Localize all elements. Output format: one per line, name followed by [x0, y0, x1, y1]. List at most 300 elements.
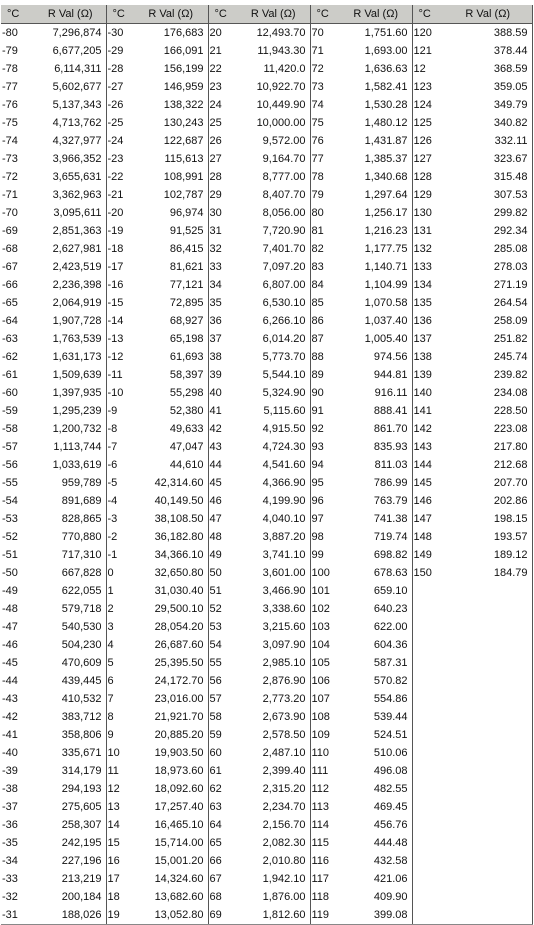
temperature-cell: 10 — [107, 747, 120, 759]
resistance-cell: 786.99 — [340, 474, 412, 492]
resistance-cell: 1,636.63 — [340, 60, 412, 78]
resistance-cell: 504,230 — [35, 636, 106, 654]
table-row — [1, 384, 532, 402]
resistance-cell — [444, 708, 532, 726]
temperature-cell: 101 — [311, 585, 330, 597]
resistance-cell: 275,605 — [35, 798, 106, 816]
table-row — [1, 510, 532, 528]
temperature-cell: 96 — [311, 495, 324, 507]
resistance-cell: 4,915.50 — [237, 420, 310, 438]
resistance-cell: 42,314.60 — [134, 474, 208, 492]
resistance-cell: 698.82 — [340, 546, 412, 564]
table-row — [1, 564, 532, 582]
resistance-cell: 1,070.58 — [340, 294, 412, 312]
table-row — [1, 726, 532, 744]
temperature-cell: 131 — [413, 225, 432, 237]
temperature-cell: 65 — [209, 837, 222, 849]
resistance-cell: 444.48 — [340, 834, 412, 852]
temperature-cell: -21 — [107, 189, 124, 201]
resistance-cell — [444, 690, 532, 708]
resistance-cell: 166,091 — [134, 42, 208, 60]
resistance-cell: 3,362,963 — [35, 186, 106, 204]
resistance-cell: 213,219 — [35, 870, 106, 888]
temperature-cell: -18 — [107, 243, 124, 255]
resistance-cell: 4,366.90 — [237, 474, 310, 492]
resistance-cell: 763.79 — [340, 492, 412, 510]
temperature-cell: 77 — [311, 153, 324, 165]
table-row — [1, 438, 532, 456]
resistance-cell: 36,182.80 — [134, 528, 208, 546]
temperature-cell: 109 — [311, 729, 330, 741]
table-row — [1, 690, 532, 708]
temperature-cell: 40 — [209, 387, 222, 399]
table-row — [1, 744, 532, 762]
resistance-cell — [444, 780, 532, 798]
temperature-cell: 24 — [209, 99, 222, 111]
temperature-cell: 105 — [311, 657, 330, 669]
resistance-cell: 108,991 — [134, 168, 208, 186]
temperature-cell: 75 — [311, 117, 324, 129]
resistance-cell: 13,682.60 — [134, 888, 208, 906]
resistance-header: R Val (Ω) — [340, 5, 412, 24]
resistance-cell: 1,256.17 — [340, 204, 412, 222]
temperature-cell: -55 — [2, 477, 18, 489]
temperature-cell: -68 — [2, 243, 18, 255]
temperature-cell: 72 — [311, 63, 324, 75]
resistance-cell: 496.08 — [340, 762, 412, 780]
temperature-cell: -72 — [2, 171, 18, 183]
resistance-cell: 579,718 — [35, 600, 106, 618]
temperature-cell: 120 — [413, 27, 432, 39]
resistance-cell: 18,092.60 — [134, 780, 208, 798]
temperature-cell: -57 — [2, 441, 18, 453]
temperature-cell: 93 — [311, 441, 324, 453]
temperature-cell: -78 — [2, 63, 18, 75]
table-row — [1, 798, 532, 816]
temperature-cell: -35 — [2, 837, 18, 849]
temperature-cell: -23 — [107, 153, 124, 165]
temperature-cell: -9 — [107, 405, 118, 417]
temperature-cell: -42 — [2, 711, 18, 723]
resistance-cell — [444, 618, 532, 636]
resistance-cell: 16,465.10 — [134, 816, 208, 834]
temperature-cell: 88 — [311, 351, 324, 363]
temperature-cell: 4 — [107, 639, 114, 651]
table-row — [1, 654, 532, 672]
temp-header: °C — [208, 5, 237, 24]
temperature-cell — [412, 582, 444, 600]
temperature-cell — [412, 816, 444, 834]
temperature-cell: 61 — [209, 765, 222, 777]
temperature-cell: 108 — [311, 711, 330, 723]
resistance-cell: 6,677,205 — [35, 42, 106, 60]
resistance-cell: 15,714.00 — [134, 834, 208, 852]
resistance-cell: 3,655,631 — [35, 168, 106, 186]
temperature-cell: 19 — [106, 906, 134, 925]
temperature-cell: 102 — [311, 603, 330, 615]
temperature-cell: -40 — [2, 747, 18, 759]
resistance-cell: 3,215.60 — [237, 618, 310, 636]
temperature-cell: 137 — [413, 333, 432, 345]
temperature-cell — [412, 870, 444, 888]
table-row — [1, 366, 532, 384]
temperature-cell: -34 — [2, 855, 18, 867]
resistance-cell — [444, 582, 532, 600]
resistance-cell: 1,297.64 — [340, 186, 412, 204]
temperature-cell: -65 — [2, 297, 18, 309]
temperature-cell: 81 — [311, 225, 324, 237]
resistance-cell: 1,631,173 — [35, 348, 106, 366]
temperature-cell: -51 — [2, 549, 18, 561]
temperature-cell: 48 — [209, 531, 222, 543]
temperature-cell: 97 — [311, 513, 324, 525]
table-row — [1, 528, 532, 546]
temperature-cell: 95 — [311, 477, 324, 489]
resistance-cell: 7,720.90 — [237, 222, 310, 240]
resistance-cell: 570.82 — [340, 672, 412, 690]
table-row — [1, 240, 532, 258]
table-row — [1, 276, 532, 294]
resistance-cell: 264.54 — [444, 294, 532, 312]
temperature-cell: 58 — [209, 711, 222, 723]
temperature-cell: -25 — [107, 117, 124, 129]
resistance-cell: 717,310 — [35, 546, 106, 564]
resistance-cell: 323.67 — [444, 150, 532, 168]
temp-header: °C — [1, 5, 35, 24]
resistance-cell: 770,880 — [35, 528, 106, 546]
resistance-cell: 2,876.90 — [237, 672, 310, 690]
table-row — [1, 402, 532, 420]
table-row — [1, 258, 532, 276]
temperature-cell: 129 — [413, 189, 432, 201]
resistance-cell: 835.93 — [340, 438, 412, 456]
temperature-cell: 103 — [311, 621, 330, 633]
table-row — [1, 780, 532, 798]
resistance-cell: 554.86 — [340, 690, 412, 708]
temperature-cell: -36 — [2, 819, 18, 831]
resistance-cell: 667,828 — [35, 564, 106, 582]
temperature-cell: 29 — [209, 189, 222, 201]
resistance-cell: 227,196 — [35, 852, 106, 870]
temperature-cell — [412, 726, 444, 744]
temperature-cell: -46 — [2, 639, 18, 651]
resistance-cell: 285.08 — [444, 240, 532, 258]
temp-header: °C — [412, 5, 444, 24]
resistance-cell: 189.12 — [444, 546, 532, 564]
resistance-cell: 5,137,343 — [35, 96, 106, 114]
resistance-cell: 34,366.10 — [134, 546, 208, 564]
temp-header: °C — [310, 5, 340, 24]
temperature-cell: -63 — [2, 333, 18, 345]
resistance-cell: 1,140.71 — [340, 258, 412, 276]
resistance-cell: 58,397 — [134, 366, 208, 384]
resistance-cell: 11,943.30 — [237, 42, 310, 60]
resistance-cell: 640.23 — [340, 600, 412, 618]
resistance-cell: 25,395.50 — [134, 654, 208, 672]
temperature-cell: -64 — [2, 315, 18, 327]
resistance-cell: 378.44 — [444, 42, 532, 60]
temperature-cell: -59 — [2, 405, 18, 417]
resistance-cell: 470,609 — [35, 654, 106, 672]
temperature-cell — [412, 852, 444, 870]
temperature-cell — [412, 708, 444, 726]
temperature-cell: 60 — [209, 747, 222, 759]
temperature-cell: 2 — [107, 603, 114, 615]
resistance-cell: 28,054.20 — [134, 618, 208, 636]
resistance-cell: 2,064,919 — [35, 294, 106, 312]
temperature-cell: 12 — [107, 783, 120, 795]
temperature-cell — [412, 906, 444, 925]
temperature-cell: 62 — [209, 783, 222, 795]
temperature-cell: 133 — [413, 261, 432, 273]
temperature-cell: 126 — [413, 135, 432, 147]
temperature-cell: 123 — [413, 81, 432, 93]
temperature-cell: -75 — [2, 117, 18, 129]
resistance-cell: 719.74 — [340, 528, 412, 546]
temperature-cell: -45 — [2, 657, 18, 669]
temperature-cell: 20 — [209, 27, 222, 39]
resistance-cell: 258.09 — [444, 312, 532, 330]
resistance-cell: 2,851,363 — [35, 222, 106, 240]
temperature-cell: 28 — [209, 171, 222, 183]
resistance-cell: 469.45 — [340, 798, 412, 816]
temperature-cell: 114 — [311, 819, 330, 831]
resistance-cell: 3,095,611 — [35, 204, 106, 222]
temperature-cell: -6 — [107, 459, 118, 471]
temperature-cell: 49 — [209, 549, 222, 561]
temperature-cell: 26 — [209, 135, 222, 147]
resistance-cell — [444, 600, 532, 618]
temperature-cell: 36 — [209, 315, 222, 327]
table-row — [1, 96, 532, 114]
resistance-cell: 12,493.70 — [237, 24, 310, 43]
table-row — [1, 168, 532, 186]
resistance-cell: 1,751.60 — [340, 24, 412, 43]
table-row — [1, 474, 532, 492]
temperature-cell: 92 — [311, 423, 324, 435]
temperature-cell: 45 — [209, 477, 222, 489]
resistance-cell: 2,627,981 — [35, 240, 106, 258]
resistance-cell: 3,097.90 — [237, 636, 310, 654]
resistance-cell: 14,324.60 — [134, 870, 208, 888]
resistance-cell — [444, 870, 532, 888]
resistance-cell: 3,741.10 — [237, 546, 310, 564]
temperature-cell: -28 — [107, 63, 124, 75]
table-row — [1, 546, 532, 564]
resistance-header: R Val (Ω) — [134, 5, 208, 24]
temperature-cell: 146 — [413, 495, 432, 507]
temperature-cell: 117 — [311, 873, 330, 885]
temperature-cell: 35 — [209, 297, 222, 309]
resistance-cell — [444, 852, 532, 870]
resistance-cell: 1,295,239 — [35, 402, 106, 420]
temperature-cell: -67 — [2, 261, 18, 273]
temperature-cell: 59 — [209, 729, 222, 741]
resistance-cell: 278.03 — [444, 258, 532, 276]
resistance-cell: 4,327,977 — [35, 132, 106, 150]
temperature-cell: 41 — [209, 405, 222, 417]
temperature-cell: 84 — [311, 279, 324, 291]
resistance-cell: 1,037.40 — [340, 312, 412, 330]
resistance-cell: 510.06 — [340, 744, 412, 762]
temperature-cell: 63 — [209, 801, 222, 813]
temperature-cell: 33 — [209, 261, 222, 273]
resistance-cell: 294,193 — [35, 780, 106, 798]
resistance-cell: 399.08 — [340, 906, 412, 925]
resistance-cell: 52,380 — [134, 402, 208, 420]
resistance-cell: 3,887.20 — [237, 528, 310, 546]
temperature-cell: 67 — [209, 873, 222, 885]
temperature-cell: 3 — [107, 621, 114, 633]
resistance-cell: 2,399.40 — [237, 762, 310, 780]
temperature-cell: 119 — [310, 906, 340, 925]
temperature-cell: -5 — [107, 477, 118, 489]
resistance-cell: 44,610 — [134, 456, 208, 474]
temperature-cell: -66 — [2, 279, 18, 291]
resistance-cell: 9,572.00 — [237, 132, 310, 150]
resistance-cell: 176,683 — [134, 24, 208, 43]
resistance-cell: 202.86 — [444, 492, 532, 510]
resistance-cell: 32,650.80 — [134, 564, 208, 582]
temperature-cell: -13 — [107, 333, 124, 345]
resistance-cell: 5,544.10 — [237, 366, 310, 384]
temperature-cell — [412, 762, 444, 780]
resistance-cell: 8,056.00 — [237, 204, 310, 222]
temperature-cell — [412, 600, 444, 618]
resistance-cell: 358,806 — [35, 726, 106, 744]
resistance-cell: 368.59 — [444, 60, 532, 78]
resistance-cell: 4,541.60 — [237, 456, 310, 474]
temperature-cell: 14 — [107, 819, 120, 831]
resistance-cell: 242,195 — [35, 834, 106, 852]
temperature-cell: -11 — [107, 369, 123, 381]
temperature-cell: -76 — [2, 99, 18, 111]
temperature-cell: -37 — [2, 801, 18, 813]
temperature-cell: 118 — [311, 891, 330, 903]
resistance-cell: 49,633 — [134, 420, 208, 438]
temperature-cell: 116 — [311, 855, 330, 867]
resistance-cell: 916.11 — [340, 384, 412, 402]
temperature-cell: 90 — [311, 387, 324, 399]
temperature-cell: 31 — [209, 225, 222, 237]
temperature-cell: -8 — [107, 423, 118, 435]
resistance-cell: 81,621 — [134, 258, 208, 276]
resistance-cell: 234.08 — [444, 384, 532, 402]
temperature-cell: 140 — [413, 387, 432, 399]
resistance-cell: 2,156.70 — [237, 816, 310, 834]
temperature-cell — [412, 744, 444, 762]
temperature-cell: 113 — [311, 801, 330, 813]
resistance-cell: 439,445 — [35, 672, 106, 690]
resistance-cell: 1,942.10 — [237, 870, 310, 888]
thermistor-resistance-table — [1, 5, 533, 925]
temperature-cell: 124 — [413, 99, 432, 111]
temperature-cell: 17 — [107, 873, 120, 885]
temperature-cell: 56 — [209, 675, 222, 687]
table-row — [1, 150, 532, 168]
temperature-cell: -77 — [2, 81, 18, 93]
resistance-cell — [444, 636, 532, 654]
table-row — [1, 294, 532, 312]
resistance-cell: 198.15 — [444, 510, 532, 528]
temperature-cell: 52 — [209, 603, 222, 615]
resistance-cell — [444, 762, 532, 780]
temperature-cell: 86 — [311, 315, 324, 327]
temp-header: °C — [106, 5, 134, 24]
temperature-cell: 71 — [311, 45, 324, 57]
resistance-cell: 72,895 — [134, 294, 208, 312]
resistance-cell: 146,959 — [134, 78, 208, 96]
table-row — [1, 762, 532, 780]
resistance-cell: 944.81 — [340, 366, 412, 384]
resistance-cell: 1,385.37 — [340, 150, 412, 168]
temperature-cell: 23 — [209, 81, 222, 93]
resistance-cell: 524.51 — [340, 726, 412, 744]
temperature-cell: 111 — [311, 765, 329, 777]
temperature-cell: -15 — [107, 297, 124, 309]
resistance-cell: 622,055 — [35, 582, 106, 600]
temperature-cell — [412, 780, 444, 798]
resistance-cell: 193.57 — [444, 528, 532, 546]
resistance-cell: 432.58 — [340, 852, 412, 870]
resistance-cell — [444, 888, 532, 906]
temperature-cell: 39 — [209, 369, 222, 381]
resistance-cell: 10,922.70 — [237, 78, 310, 96]
resistance-cell — [444, 726, 532, 744]
temperature-cell: -22 — [107, 171, 124, 183]
resistance-cell: 13,052.80 — [134, 906, 208, 925]
temperature-cell: 121 — [413, 45, 432, 57]
resistance-cell: 8,777.00 — [237, 168, 310, 186]
temperature-cell: 55 — [209, 657, 222, 669]
table-row — [1, 60, 532, 78]
temperature-cell: -17 — [107, 261, 124, 273]
temperature-cell: 83 — [311, 261, 324, 273]
temperature-cell: -1 — [107, 549, 118, 561]
temperature-cell: 7 — [107, 693, 114, 705]
resistance-cell: 29,500.10 — [134, 600, 208, 618]
resistance-cell: 1,431.87 — [340, 132, 412, 150]
temperature-cell: 85 — [311, 297, 324, 309]
temperature-cell — [412, 654, 444, 672]
temperature-cell: -70 — [2, 207, 18, 219]
table-row — [1, 582, 532, 600]
temperature-cell: -4 — [107, 495, 118, 507]
table-row — [1, 348, 532, 366]
resistance-cell: 223.08 — [444, 420, 532, 438]
resistance-cell: 1,763,539 — [35, 330, 106, 348]
resistance-cell: 888.41 — [340, 402, 412, 420]
resistance-cell: 184.79 — [444, 564, 532, 582]
table-row — [1, 672, 532, 690]
resistance-cell: 539.44 — [340, 708, 412, 726]
resistance-cell: 2,423,519 — [35, 258, 106, 276]
temperature-cell: -73 — [2, 153, 18, 165]
temperature-cell — [412, 798, 444, 816]
resistance-cell: 349.79 — [444, 96, 532, 114]
table-row — [1, 618, 532, 636]
temperature-cell: 46 — [209, 495, 222, 507]
temperature-cell: 130 — [413, 207, 432, 219]
resistance-cell: 861.70 — [340, 420, 412, 438]
table-row — [1, 492, 532, 510]
resistance-cell: 228.50 — [444, 402, 532, 420]
table-row — [1, 636, 532, 654]
resistance-cell: 1,200,732 — [35, 420, 106, 438]
resistance-cell: 200,184 — [35, 888, 106, 906]
resistance-cell: 2,234.70 — [237, 798, 310, 816]
resistance-cell: 61,693 — [134, 348, 208, 366]
